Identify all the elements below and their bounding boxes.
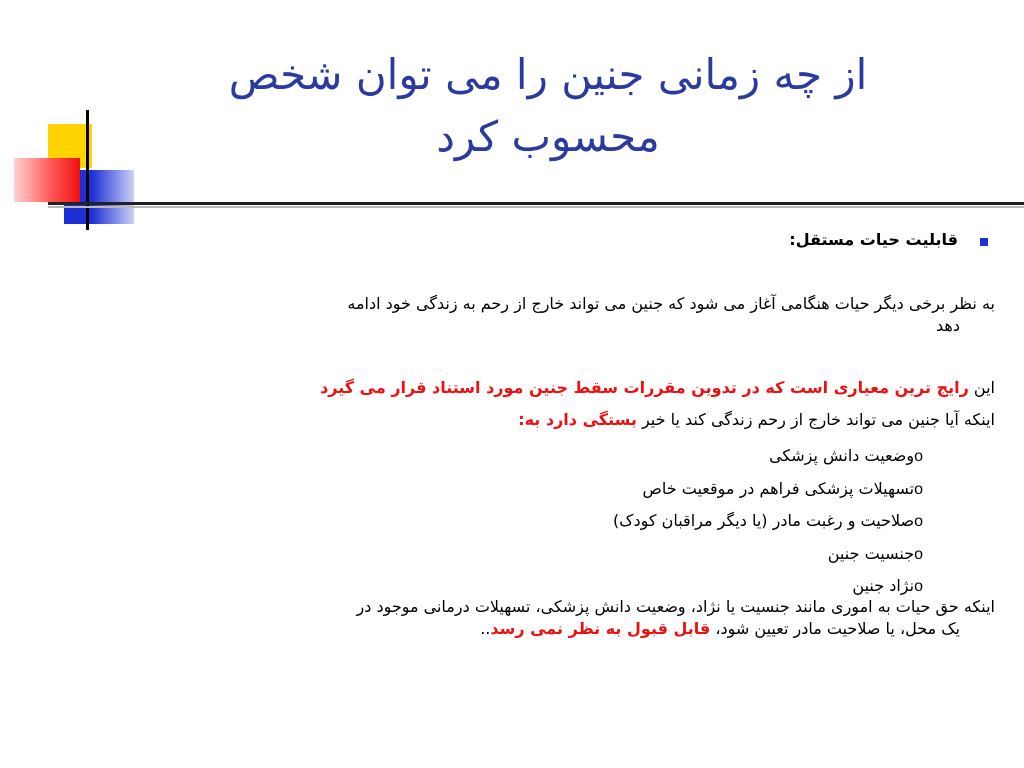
list-item: oتسهیلات پزشکی فراهم در موقعیت خاص <box>642 478 923 498</box>
title-line-1: از چه زمانی جنین را می توان شخص <box>228 50 868 99</box>
title-line-2: محسوب کرد <box>436 112 660 161</box>
highlighted-text: بستگی دارد به: <box>518 410 637 429</box>
highlighted-text: قابل قبول به نظر نمی رسد <box>490 619 711 638</box>
paragraph-common-criterion <box>120 378 995 397</box>
circle-bullet-icon: o <box>914 480 923 498</box>
circle-bullet-icon: o <box>914 513 923 530</box>
circle-bullet-icon: o <box>914 448 923 465</box>
list-item: oجنسیت جنین <box>827 543 923 563</box>
paragraph-line: اینکه حق حیات به اموری مانند جنسیت یا نژاد، وضعیت دانش پزشکی، تسهیلات درمانی موجود در <box>356 597 995 616</box>
circle-bullet-icon: o <box>914 545 923 563</box>
paragraph-line: یک محل، یا صلاحیت مادر تعیین شود، قابل قبول به نظر نمی رسد.. <box>480 619 960 638</box>
list-item: oوضعیت دانش پزشکی <box>769 446 923 465</box>
decor-red-square <box>14 158 80 202</box>
paragraph-conclusion <box>120 596 995 640</box>
paragraph-viability-definition <box>120 293 995 337</box>
slide-title <box>130 44 966 168</box>
heading-independent-viability: قابلیت حیات مستقل: <box>789 230 958 249</box>
text-prefix: اینکه آیا جنین می تواند خارج از رحم زندگی کند یا خیر <box>636 410 995 429</box>
highlighted-text: رایج ترین معیاری است که در تدوین مقررات سقط جنین مورد استناد قرار می گیرد <box>320 378 969 397</box>
paragraph-line: دهد <box>936 316 960 335</box>
circle-bullet-icon: o <box>914 578 923 595</box>
list-item: oصلاحیت و رغبت مادر (یا دیگر مراقبان کودک) <box>612 511 923 530</box>
title-divider-line <box>48 202 1024 205</box>
list-item: oنژاد جنین <box>852 576 923 595</box>
title-divider-shadow <box>48 206 1024 208</box>
paragraph-depends-on <box>120 410 995 429</box>
decor-vertical-line <box>86 110 89 230</box>
paragraph-line: به نظر برخی دیگر حیات هنگامی آغاز می شود که جنین می تواند خارج از رحم به زندگی خود ادامه <box>347 294 995 313</box>
dependency-list <box>300 440 923 603</box>
text-prefix: این <box>968 378 995 397</box>
square-bullet-icon <box>980 238 988 246</box>
